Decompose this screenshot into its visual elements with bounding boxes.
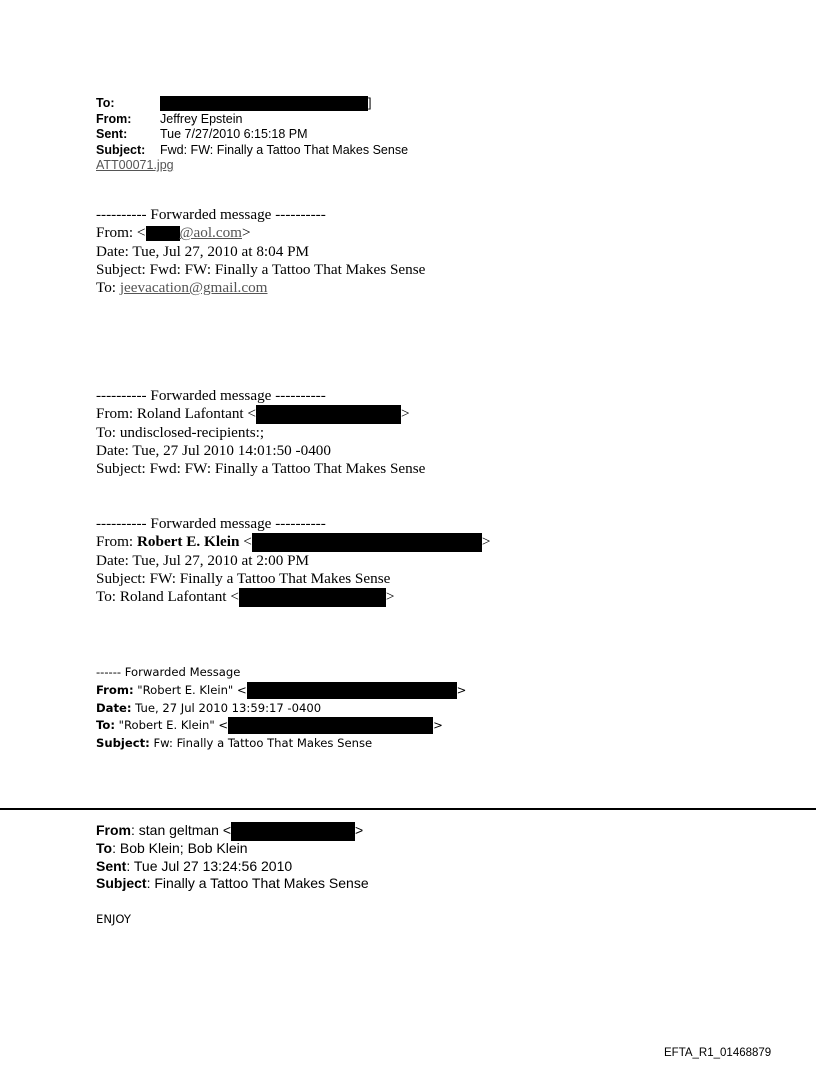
section-divider bbox=[0, 808, 816, 810]
fwd4-date-label: Date: bbox=[96, 700, 132, 715]
orig-from-value: : stan geltman < bbox=[131, 822, 232, 839]
redaction-bar bbox=[247, 682, 457, 699]
fwd4-subject-label: Subject: bbox=[96, 736, 150, 751]
fwd4-date bbox=[96, 700, 466, 718]
fwd4-subject-value: Fw: Finally a Tattoo That Makes Sense bbox=[149, 736, 373, 751]
forwarded-message-2 bbox=[96, 387, 425, 478]
orig-to-value: : Bob Klein; Bob Klein bbox=[112, 839, 248, 856]
fwd1-to bbox=[96, 279, 425, 297]
to-label: To: bbox=[96, 96, 115, 110]
fwd1-subject: Subject: Fwd: FW: Finally a Tattoo That Makes Sense bbox=[96, 260, 426, 278]
fwd2-banner: ---------- Forwarded message ---------- bbox=[96, 387, 326, 404]
orig-subject bbox=[96, 875, 369, 893]
fwd4-to-suffix: > bbox=[433, 718, 443, 733]
orig-from-label: From bbox=[96, 822, 131, 839]
fwd1-to-email[interactable]: jeevacation@gmail.com bbox=[119, 279, 268, 297]
orig-to bbox=[96, 840, 369, 858]
sent-value: Tue 7/27/2010 6:15:18 PM bbox=[160, 127, 308, 141]
to-suffix: ] bbox=[368, 96, 372, 110]
fwd3-to-prefix: To: Roland Lafontant < bbox=[96, 588, 239, 606]
orig-sent bbox=[96, 858, 369, 876]
orig-to-label: To bbox=[96, 839, 113, 856]
fwd3-to-suffix: > bbox=[385, 588, 395, 606]
subject-value: Fwd: FW: Finally a Tattoo That Makes Sense bbox=[160, 142, 409, 157]
fwd1-banner: ---------- Forwarded message ---------- bbox=[96, 206, 326, 223]
orig-subject-label: Subject bbox=[96, 875, 147, 892]
fwd4-to-value: "Robert E. Klein" < bbox=[114, 718, 229, 733]
orig-from bbox=[96, 822, 369, 840]
orig-sent-value: : Tue Jul 27 13:24:56 2010 bbox=[126, 857, 293, 874]
fwd2-date: Date: Tue, 27 Jul 2010 14:01:50 -0400 bbox=[96, 441, 331, 459]
fwd1-to-prefix: To: bbox=[96, 279, 120, 297]
fwd1-from-suffix: > bbox=[242, 224, 251, 242]
sent-label: Sent: bbox=[96, 127, 128, 141]
redaction-bar bbox=[252, 533, 482, 552]
fwd3-from-name: Robert E. Klein bbox=[136, 533, 240, 551]
redaction-bar bbox=[239, 588, 386, 607]
fwd4-from bbox=[96, 682, 466, 700]
orig-from-suffix: > bbox=[355, 822, 364, 839]
fwd4-date-value: Tue, 27 Jul 2010 13:59:17 -0400 bbox=[131, 700, 322, 715]
fwd3-from-label: From: bbox=[96, 533, 137, 551]
header-sent-row bbox=[96, 127, 408, 143]
fwd2-subject: Subject: Fwd: FW: Finally a Tattoo That Makes Sense bbox=[96, 460, 426, 478]
fwd2-to: To: undisclosed-recipients:; bbox=[96, 423, 265, 441]
fwd1-from bbox=[96, 224, 425, 242]
fwd4-from-label: From: bbox=[96, 682, 134, 697]
header-to-row bbox=[96, 96, 408, 112]
redaction-bar bbox=[231, 822, 355, 841]
fwd1-from-domain[interactable]: @aol.com bbox=[179, 224, 242, 242]
fwd4-to bbox=[96, 717, 466, 735]
fwd3-banner: ---------- Forwarded message ---------- bbox=[96, 515, 326, 532]
fwd2-from bbox=[96, 405, 425, 423]
orig-subject-value: : Finally a Tattoo That Makes Sense bbox=[146, 875, 369, 892]
from-value: Jeffrey Epstein bbox=[160, 111, 243, 126]
subject-label: Subject: bbox=[96, 142, 146, 157]
message-body: ENJOY bbox=[96, 912, 131, 926]
redaction-bar bbox=[160, 96, 368, 111]
fwd4-to-label: To: bbox=[96, 718, 115, 733]
redaction-bar bbox=[228, 717, 433, 734]
original-message-header bbox=[96, 822, 369, 893]
forwarded-message-4 bbox=[96, 664, 466, 753]
redaction-bar bbox=[146, 226, 180, 241]
email-header bbox=[96, 96, 408, 174]
fwd3-subject: Subject: FW: Finally a Tattoo That Makes Sense bbox=[96, 569, 391, 587]
forwarded-message-3 bbox=[96, 515, 490, 606]
fwd1-from-prefix: From: < bbox=[96, 224, 146, 242]
orig-sent-label: Sent bbox=[96, 857, 127, 874]
attachment-link[interactable]: ATT00071.jpg bbox=[96, 158, 174, 172]
fwd2-from-prefix: From: Roland Lafontant < bbox=[96, 405, 256, 423]
document-id: EFTA_R1_01468879 bbox=[664, 1047, 772, 1059]
fwd3-to bbox=[96, 588, 490, 606]
forwarded-message-1 bbox=[96, 206, 425, 297]
header-subject-row bbox=[96, 143, 408, 159]
attachment-row bbox=[96, 158, 408, 174]
fwd4-from-value: "Robert E. Klein" < bbox=[133, 682, 247, 697]
fwd3-from bbox=[96, 533, 490, 551]
fwd4-banner: ------ Forwarded Message bbox=[96, 665, 241, 679]
fwd3-from-suffix: > bbox=[481, 533, 491, 551]
fwd1-date: Date: Tue, Jul 27, 2010 at 8:04 PM bbox=[96, 242, 310, 260]
fwd2-from-suffix: > bbox=[401, 405, 410, 423]
fwd3-date: Date: Tue, Jul 27, 2010 at 2:00 PM bbox=[96, 551, 310, 569]
from-label: From: bbox=[96, 111, 132, 126]
redaction-bar bbox=[256, 405, 401, 424]
fwd4-from-suffix: > bbox=[456, 682, 467, 697]
fwd3-from-lt: < bbox=[239, 533, 252, 551]
fwd4-subject bbox=[96, 735, 466, 753]
header-from-row bbox=[96, 112, 408, 128]
